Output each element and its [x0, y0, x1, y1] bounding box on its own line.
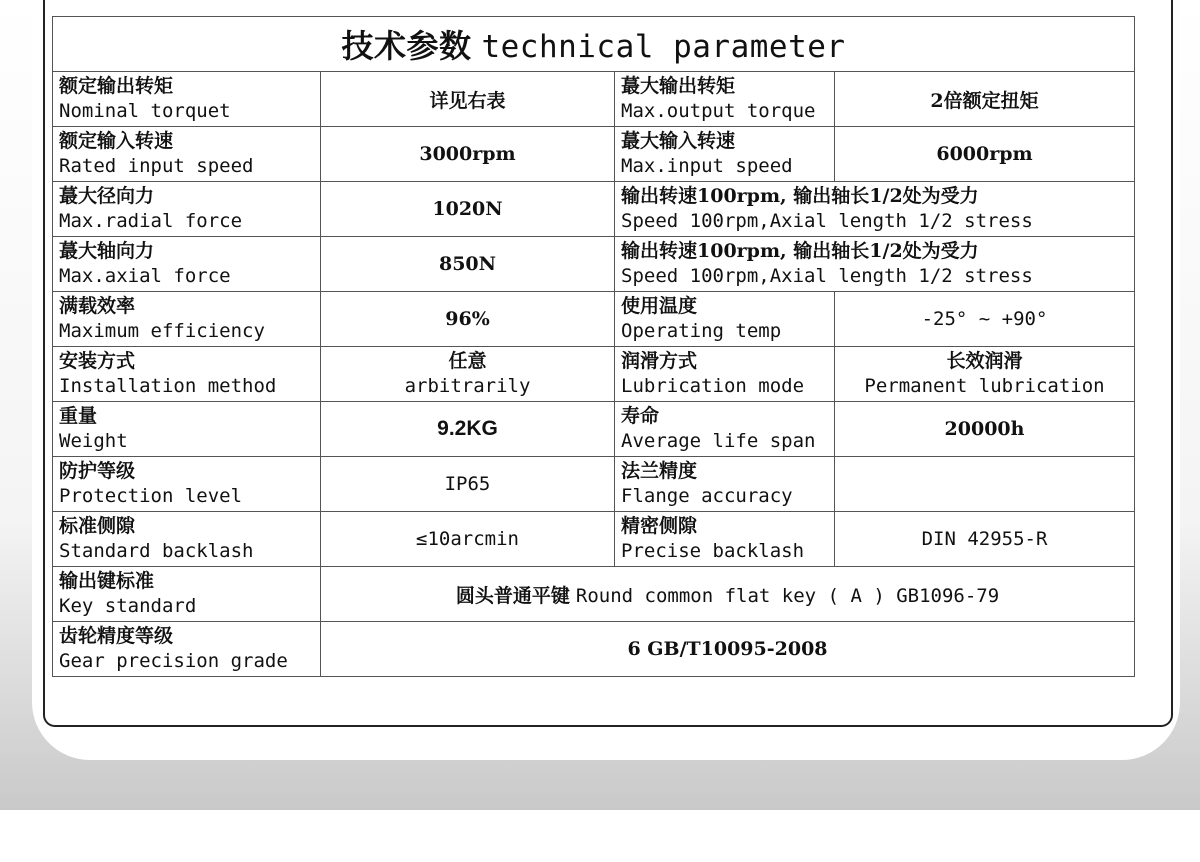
- label-en: Max.radial force: [59, 209, 243, 232]
- param-label: [615, 457, 835, 512]
- param-value: [321, 347, 615, 402]
- label-zh: 输出键标准: [59, 569, 155, 592]
- param-label: [53, 292, 321, 347]
- param-value: 详见右表: [321, 72, 615, 127]
- value-zh: 长效润滑: [946, 350, 1023, 372]
- param-value: -25° ~ +90°: [835, 292, 1135, 347]
- param-value: [835, 457, 1135, 512]
- param-value: 6000rpm: [835, 127, 1135, 182]
- label-en: Gear precision grade: [59, 649, 288, 672]
- param-label: [615, 347, 835, 402]
- param-value: ≤10arcmin: [321, 512, 615, 567]
- value-zh: 任意: [448, 350, 487, 372]
- label-zh: 蕞大径向力: [59, 184, 155, 207]
- label-en: Lubrication mode: [621, 374, 805, 397]
- value-zh: 圆头普通平键: [455, 584, 570, 607]
- param-label: [53, 237, 321, 292]
- param-label: [615, 127, 835, 182]
- label-en: Protection level: [59, 484, 243, 507]
- param-label: [53, 72, 321, 127]
- label-zh: 重量: [59, 404, 98, 427]
- param-value: 96%: [321, 292, 615, 347]
- table-row: [53, 237, 1135, 292]
- technical-parameter-table: [52, 16, 1135, 677]
- label-zh: 防护等级: [59, 459, 136, 482]
- label-zh: 蕞大轴向力: [59, 239, 155, 262]
- title-en: technical parameter: [481, 29, 846, 65]
- label-zh: 满载效率: [59, 294, 136, 317]
- label-zh: 寿命: [621, 404, 660, 427]
- label-en: Max.input speed: [621, 154, 793, 177]
- value-en: arbitrarily: [404, 375, 531, 397]
- label-zh: 润滑方式: [621, 349, 698, 372]
- param-value-wide: 6 GB/T10095-2008: [321, 622, 1135, 677]
- title-zh: 技术参数: [341, 27, 472, 65]
- note-en: Speed 100rpm,Axial length 1/2 stress: [621, 264, 1033, 287]
- table-row: [53, 182, 1135, 237]
- param-value: IP65: [321, 457, 615, 512]
- param-value: 2倍额定扭矩: [835, 72, 1135, 127]
- table-row: [53, 622, 1135, 677]
- param-label: [615, 292, 835, 347]
- label-en: Maximum efficiency: [59, 319, 265, 342]
- label-en: Average life span: [621, 429, 816, 452]
- label-en: Operating temp: [621, 319, 782, 342]
- label-zh: 蕞大输出转矩: [621, 74, 736, 97]
- label-en: Weight: [59, 429, 128, 452]
- param-label: [53, 347, 321, 402]
- param-value: 20000h: [835, 402, 1135, 457]
- param-value: 3000rpm: [321, 127, 615, 182]
- label-en: Nominal torquet: [59, 99, 231, 122]
- label-zh: 精密侧隙: [621, 514, 698, 537]
- note-zh: 输出转速100rpm, 输出轴长1/2处为受力: [621, 184, 979, 207]
- param-label: [53, 127, 321, 182]
- label-zh: 额定输入转速: [59, 129, 174, 152]
- table-row: [53, 402, 1135, 457]
- param-label: [615, 402, 835, 457]
- param-label: [53, 457, 321, 512]
- table-title: [53, 17, 1135, 72]
- label-en: Flange accuracy: [621, 484, 793, 507]
- param-value: 9.2KG: [321, 402, 615, 457]
- param-value: 850N: [321, 237, 615, 292]
- label-zh: 蕞大输入转速: [621, 129, 736, 152]
- param-label: [53, 512, 321, 567]
- table-row: [53, 292, 1135, 347]
- param-value: [835, 347, 1135, 402]
- label-en: Max.output torque: [621, 99, 816, 122]
- label-en: Standard backlash: [59, 539, 254, 562]
- note-en: Speed 100rpm,Axial length 1/2 stress: [621, 209, 1033, 232]
- label-en: Rated input speed: [59, 154, 254, 177]
- param-label: [53, 402, 321, 457]
- label-zh: 法兰精度: [621, 459, 698, 482]
- param-label: [615, 72, 835, 127]
- table-row: [53, 512, 1135, 567]
- table-row: [53, 567, 1135, 622]
- value-en: Permanent lubrication: [864, 375, 1105, 397]
- label-zh: 齿轮精度等级: [59, 624, 174, 647]
- table-title-row: [53, 17, 1135, 72]
- table-row: [53, 457, 1135, 512]
- table-row: [53, 127, 1135, 182]
- label-zh: 额定输出转矩: [59, 74, 174, 97]
- label-en: Installation method: [59, 374, 277, 397]
- param-value: 1020N: [321, 182, 615, 237]
- param-note: [615, 182, 1135, 237]
- note-zh: 输出转速100rpm, 输出轴长1/2处为受力: [621, 239, 979, 262]
- table-row: [53, 72, 1135, 127]
- param-value-wide: [321, 567, 1135, 622]
- label-en: Key standard: [59, 594, 197, 617]
- param-label: [53, 182, 321, 237]
- label-zh: 安装方式: [59, 349, 136, 372]
- label-zh: 标准侧隙: [59, 514, 136, 537]
- param-label: [53, 622, 321, 677]
- param-value: DIN 42955-R: [835, 512, 1135, 567]
- label-en: Max.axial force: [59, 264, 231, 287]
- label-en: Precise backlash: [621, 539, 805, 562]
- value-en: Round common flat key ( A ) GB1096-79: [575, 584, 1000, 607]
- param-label: [615, 512, 835, 567]
- table-row: [53, 347, 1135, 402]
- param-note: [615, 237, 1135, 292]
- label-zh: 使用温度: [621, 294, 698, 317]
- param-label: [53, 567, 321, 622]
